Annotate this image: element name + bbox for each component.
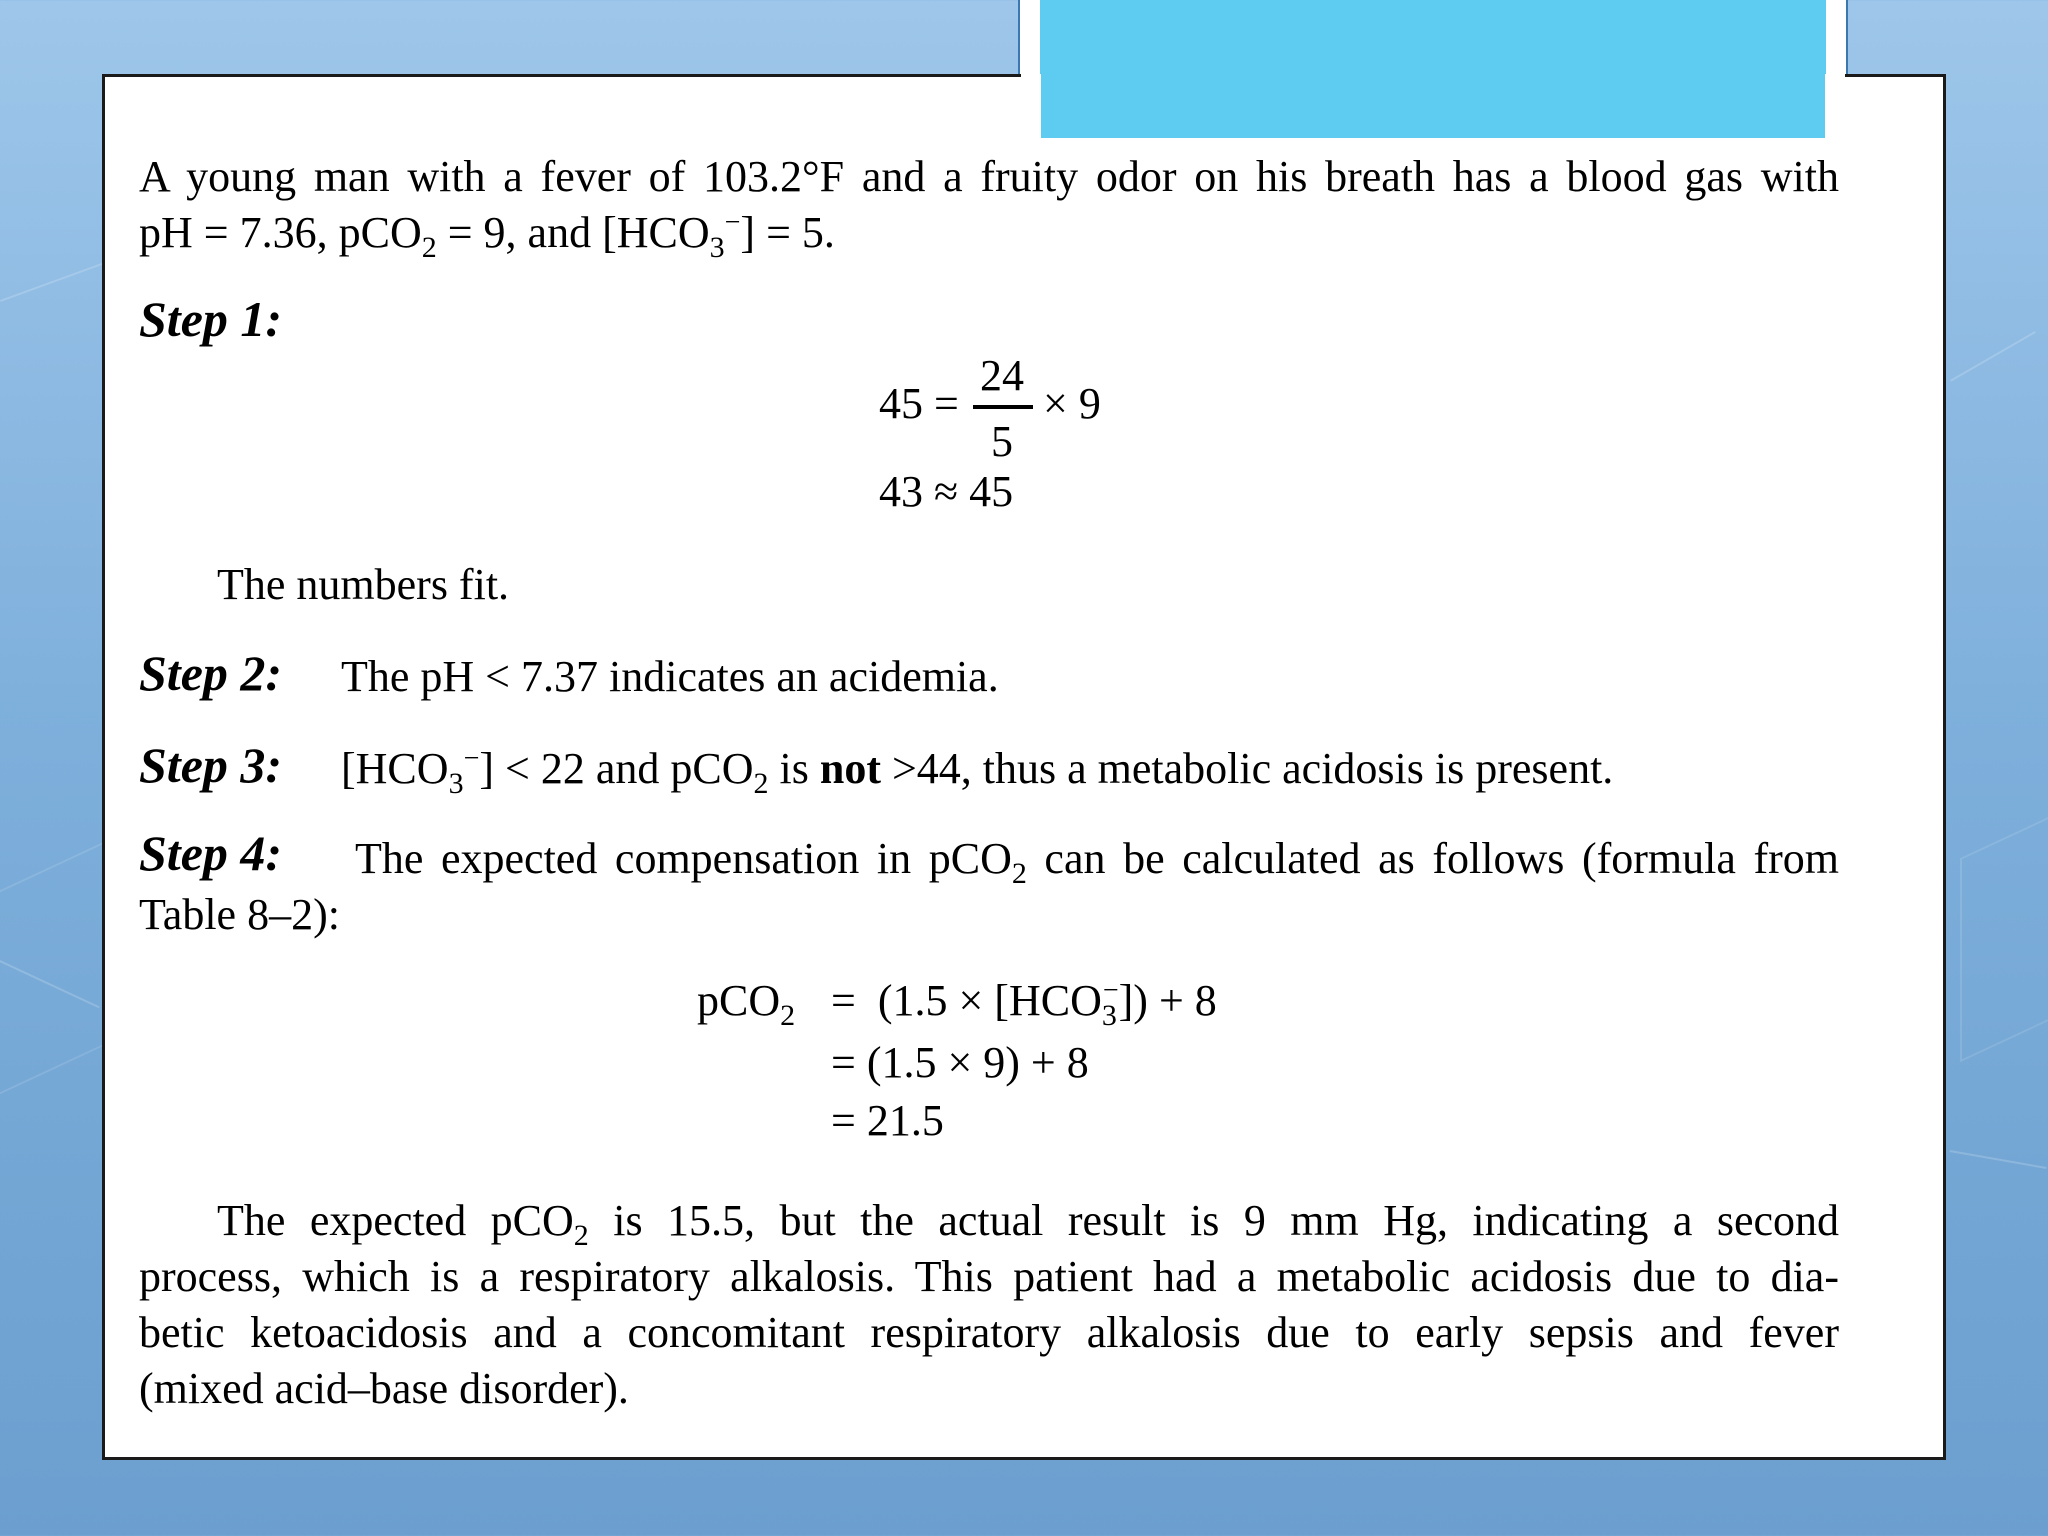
- conclusion-line-4: (mixed acid–base disorder).: [139, 1364, 629, 1413]
- step1-label: Step 1:: [139, 291, 283, 347]
- step4-text-line-2: Table 8–2):: [139, 890, 340, 939]
- background-line: [1950, 1150, 2047, 1169]
- conclusion-line-2: process, which is a respiratory alkalosis. This patient had a metabolic acidosis due to dia-: [139, 1252, 1839, 1301]
- step4-lhs: pCO$_2$: [697, 976, 796, 1032]
- background-line: [1950, 331, 2036, 382]
- step1-eq-left: 45 =: [879, 379, 959, 428]
- step4-label: Step 4:: [139, 825, 283, 881]
- step2-label: Step 2:: [139, 645, 283, 701]
- step1-fraction-bar: [973, 405, 1033, 409]
- background-hexagon: [1960, 782, 2048, 1062]
- accent-tab-overlap: [1021, 74, 1845, 138]
- conclusion-line-3: betic ketoacidosis and a concomitant respiratory alkalosis due to early sepsis and fever: [139, 1308, 1839, 1357]
- step4-row2: = (1.5 × 9) + 8: [831, 1038, 1089, 1087]
- step3-text: $[HCO_3^-] < 22$ and pCO$_2$ is not >44, thus a metabolic acidosis is present.: [341, 743, 1614, 800]
- background-hexagon: [0, 842, 104, 1122]
- step4-text-line-1: The expected compensation in pCO$_2$ can be calculated as follows (formula from: [355, 834, 1839, 890]
- step1-denominator: 5: [991, 417, 1013, 466]
- step3-label: Step 3:: [139, 737, 283, 793]
- content-panel: [102, 74, 1946, 1460]
- step1-fit-text: The numbers fit.: [217, 560, 510, 609]
- problem-line-2: pH = 7.36, pCO$_2$ = 9, and $[HCO_3^-] = 5$.: [139, 207, 835, 264]
- step2-text: The pH < 7.37 indicates an acidemia.: [341, 652, 999, 701]
- step1-times: × 9: [1043, 379, 1101, 428]
- step1-numerator: 24: [980, 351, 1024, 400]
- problem-line-1: A young man with a fever of 103.2°F and a fruity odor on his breath has a blood gas with: [139, 152, 1839, 201]
- step1-approx: 43 ≈ 45: [879, 467, 1014, 516]
- step4-row3: = 21.5: [831, 1096, 944, 1145]
- step4-row1: = $(1.5 \times [HCO_3^-]) + 8$: [831, 975, 1217, 1032]
- conclusion-line-1: The expected pCO$_2$ is 15.5, but the actual result is 9 mm Hg, indicating a second: [217, 1196, 1840, 1252]
